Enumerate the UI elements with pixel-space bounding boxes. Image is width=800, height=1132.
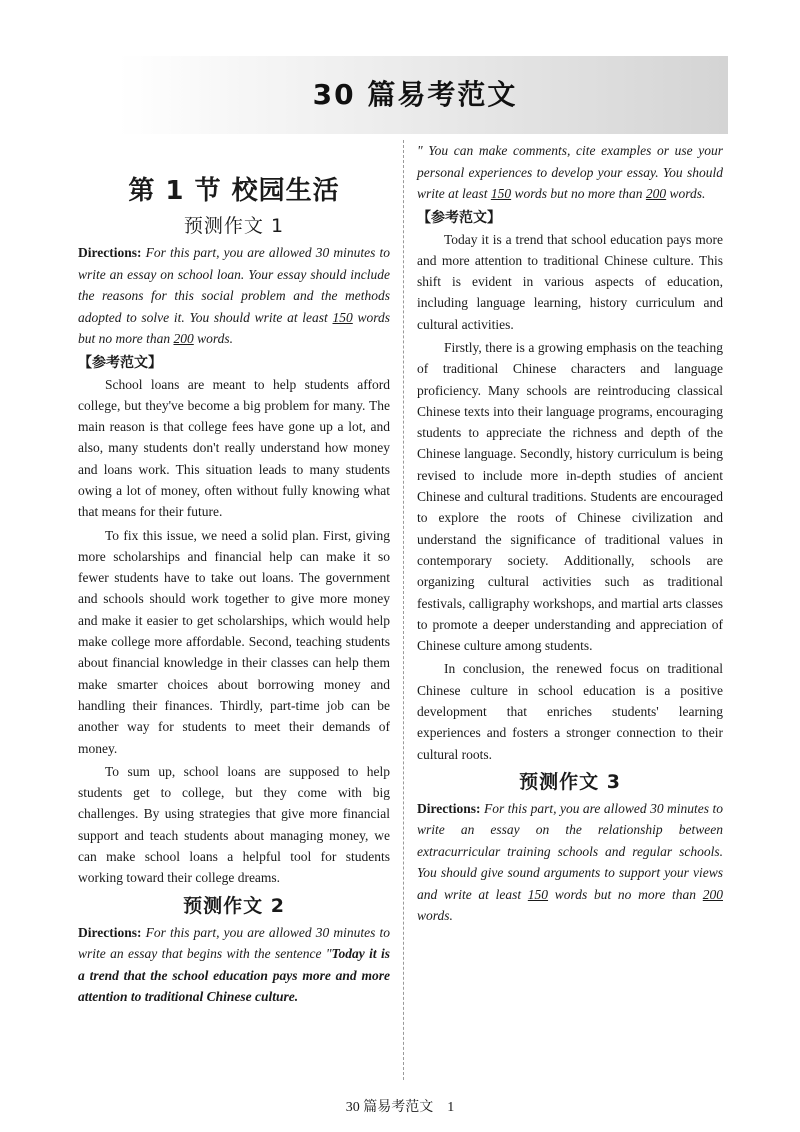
directions-label: Directions: [417, 800, 481, 816]
essay-1-paragraph: School loans are meant to help students afford college, but they've become a big problem for many. The main reason is that college fees have gone up a lot, and also, many students don't really understand how money and loans work. This situation leads to many students owing a lot of money, often without fully knowing what that means for their future. [78, 376, 390, 520]
left-column [78, 140, 390, 1008]
footer-book-title: 30 篇易考范文 [345, 1100, 434, 1115]
directions-label: Directions: [78, 245, 142, 260]
max-words: 200 [702, 886, 723, 902]
page-footer [0, 1096, 800, 1116]
section-title: 第 1 节 校园生活 [128, 176, 340, 206]
task-1-directions: Directions: For this part, you are allowed 30 minutes to write an essay on school loan. Your essay should include the reasons for this social problem and the methods adopted to solve it. You should write at least 150 words but no more than 200 words. [78, 245, 390, 346]
essay-2-paragraph: In conclusion, the renewed focus on traditional Chinese culture in school education is a positive development that enriches students' learning experiences and fosters a stronger connection to their cultural roots. [417, 661, 723, 762]
reference-essay-label: 【参考范文】 [78, 354, 162, 371]
task-3-directions: Directions: For this part, you are allowed 30 minutes to write an essay on the relationship between extracurricular training schools and regular schools. You should give sound arguments to support your views and write at least 150 words but no more than 200 words. [417, 800, 723, 924]
essay-1-paragraph: To fix this issue, we need a solid plan. First, giving more scholarships and financial help can make it so fewer students have to take out loans. The government and schools should work together to give more money and make it easier to get scholarships, which would help make college more affordable. Second, teaching students about financial knowledge in their classes can help them make smarter choices about borrowing money and handling their finances. Thirdly, part-time job can be another way for students to meet their demands of money. [78, 527, 390, 756]
column-divider [403, 140, 404, 1080]
task-1-title: 预测作文 1 [183, 215, 285, 237]
task-2-quote: Today it is a trend that the school education pays more and more attention to traditional Chinese culture. [78, 946, 390, 1005]
directions-label: Directions: [78, 924, 142, 940]
min-words: 150 [490, 186, 512, 201]
page-title: 30 篇易考范文 [312, 78, 518, 111]
task-2-title: 预测作文 2 [183, 894, 285, 917]
max-words: 200 [645, 186, 667, 201]
essay-1-paragraph: To sum up, school loans are supposed to help students get to college, but they come with big challenges. By using strategies that give more financial support and teach students about managing money, we can make school loans a helpful tool for students working toward their college dreams. [78, 763, 390, 886]
reference-essay-label: 【参考范文】 [417, 209, 501, 226]
max-words: 200 [173, 331, 194, 346]
task-2-directions-continued: " You can make comments, cite examples or use your personal experiences to develop your essay. You should write at least 150 words but no more than 200 words. [417, 143, 723, 201]
page-number: 1 [447, 1100, 455, 1115]
right-column [417, 140, 723, 927]
task-2-directions: Directions: For this part, you are allowed 30 minutes to write an essay that begins with the sentence "Today it is a trend that the school education pays more and more attention to traditional Chinese culture. [78, 924, 390, 1005]
essay-2-paragraph: Firstly, there is a growing emphasis on the teaching of traditional Chinese characters and language proficiency. Many schools are reintroducing classical Chinese texts into their language programs, encouraging students to appreciate the richness and depth of the Chinese language. Secondly, history curriculum is being revised to include more in-depth studies of ancient Chinese and cultural traditions. Students are encouraged to explore the roots of Chinese civilization and understand the significance of traditional values in contemporary society. Additionally, schools are organizing cultural activities such as traditional festivals, calligraphy workshops, and martial arts classes to promote a deeper understanding and appreciation of Chinese culture among students. [417, 339, 723, 654]
min-words: 150 [332, 309, 353, 325]
task-3-title: 预测作文 3 [519, 770, 621, 793]
essay-2-paragraph: Today it is a trend that school education pays more and more attention to traditional Chinese culture. This shift is evident in various aspects of education, including language learning, history curriculum and cultural activities. [417, 231, 723, 332]
min-words: 150 [527, 886, 549, 902]
